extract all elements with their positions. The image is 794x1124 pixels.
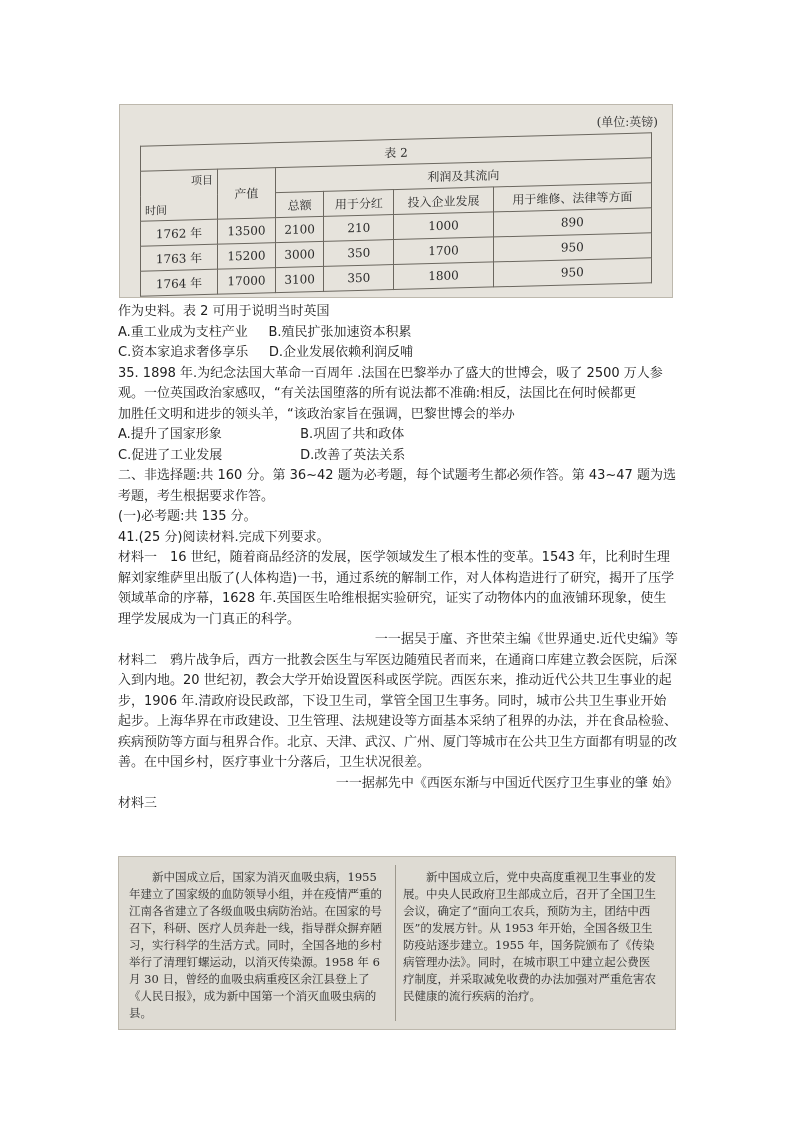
table-photo [119,104,673,298]
material3-photo [118,856,676,1030]
cell-maintain: 950 [493,258,651,287]
q35-option-c: C.促进了工业发展 [118,447,223,463]
q34-options-row2 [118,343,678,364]
cell-total: 2100 [275,216,324,242]
q35-options-row1 [118,425,678,446]
profit-table [140,132,652,296]
cell-year: 1762 年 [141,219,218,246]
cell-maintain: 890 [493,208,651,237]
cell-maintain: 950 [493,233,651,262]
cell-total: 3100 [275,266,324,292]
material3-title: 材料三 [118,796,158,811]
header-time: 时间 [145,203,167,218]
material2-text: 材料二 鸦片战争后，西方一批教会医生与军医边随殖民者而来，在通商口库建立教会医院，后深入到内地。20 世纪初，教会大学开始设置医科或医学院。西医东来，推动近代公共卫生事业的起步，1906 年.清政府设民政部，下设卫生司，掌管全国卫生事务。同时，城市公共卫生事业开始起步。上海华界在市政建设、卫生管理、法规建设等方面基本采纳了租界的办法，并在食品检验、疾病预防等方面与租界合作。北京、天津、武汉、广州、厦门等城市在公共卫生方面都有明显的改善。在中国乡村，医疗事业十分落后，卫生状况很差。 [118,652,678,770]
material2-source: 一一据郝先中《西医东渐与中国近代医疗卫生事业的肇 始》 [335,775,678,791]
cell-dividend: 210 [324,215,394,242]
material3-right-text: 新中国成立后，党中央高度重视卫生事业的发展。中央人民政府卫生部成立后，召开了全国卫生会议，确定了“面向工农兵，预防为主，团结中西医”的发展方针。从 1953 年开始，全国各级卫生防疫站逐步建立。1955 年，国务院颁布了《传染病管理办法》。同时，在城市职工中建立起公费医疗制度，并采取减免收费的办法加强对严重危害农民健康的流行疾病的治疗。 [403,870,656,1003]
header-diagonal-cell [141,169,218,221]
q35-option-d: D.改善了英法关系 [300,447,406,463]
cell-output: 15200 [218,243,276,270]
q35-option-b: B.巩固了共和政体 [300,427,405,442]
column-divider [395,865,396,1021]
q34-option-b: B.殖民扩张加速资本积累 [268,324,412,340]
header-profit-group: 利润及其流向 [275,158,651,193]
q35-option-a: A.提升了国家形象 [118,427,222,442]
cell-dividend: 350 [324,265,394,292]
q35-stem-1: 35. 1898 年.为纪念法国大革命一百周年 .法国在巴黎举办了盛大的世博会，吸了 2500 万人参观。一位英国政治家感叹，“有关法国堕落的所有说法都不准确:相反，法国比在何时候都更 [118,365,663,401]
cell-output: 17000 [218,268,276,295]
q34-stem: 作为史料。表 2 可用于说明当时英国 [118,304,330,319]
table-caption: 表 2 [141,133,652,171]
header-total: 总额 [275,191,324,217]
q34-option-c: C.资本家追求奢侈享乐 [118,345,249,360]
q34-option-d: D.企业发展依赖利润反哺 [268,345,414,360]
cell-invest: 1700 [394,237,493,265]
q34-options-row1 [118,323,678,344]
section2-heading: 二、非选择题:共 160 分。第 36~42 题为必考题，每个试题考生都必须作答。第 43~47 题为选考题，考生根据要求作答。 [118,468,676,504]
header-project: 项目 [191,173,213,188]
material1-text: 材料一 16 世纪，随着商品经济的发展，医学领域发生了根本性的变革。1543 年，比利时生理解刘家维萨里出版了(人体构造)一书，通过系统的解制工作，对人体构造进行了研究，揭开了压学领域革命的序幕，1628 年.英国医生哈维根据实验研究，证实了动物体内的血液铺环现象，使生理学发展成为一门真正的科学。 [118,550,675,627]
material3-left-text: 新中国成立后，国家为消灭血吸虫病，1955 年建立了国家级的血防领导小组，并在疫情严重的江南各省建立了各级血吸虫病防治站。在国家的号召下，科研、医疗人员奔赴一线，指导群众摒弃陋习，实行科学的生活方式。同时，全国各地的乡村举行了清理钉螺运动，以消灭传染源。1958 年 6 月 30 日，曾经的血吸虫病重疫区余江县登上了《人民日报》，成为新中国第一个消灭血吸虫病的县。 [129,870,382,1020]
q35-options-row2 [118,446,678,467]
cell-year: 1764 年 [141,269,218,296]
table-unit: (单位:英镑) [596,115,658,129]
section2-sub: (一)必考题:共 135 分。 [118,509,257,524]
header-maintain: 用于维修、法律等方面 [493,183,651,212]
cell-dividend: 350 [324,240,394,267]
cell-total: 3000 [275,241,324,267]
question-text [118,302,678,815]
cell-invest: 1000 [394,212,493,240]
cell-output: 13500 [218,218,276,245]
cell-invest: 1800 [394,262,493,290]
q41-heading: 41.(25 分)阅读材料.完成下列要求。 [118,529,330,545]
header-invest: 投入企业发展 [394,187,493,215]
header-dividend: 用于分红 [324,190,394,217]
q35-stem-2: 加胜任文明和进步的领头羊，“该政治家旨在强调，巴黎世博会的举办 [118,406,515,422]
header-output: 产值 [218,168,276,220]
q34-option-a: A.重工业成为支柱产业 [118,324,248,340]
material1-source: 一一据吴于廑、齐世荣主编《世界通史.近代史编》等 [374,632,678,647]
cell-year: 1763 年 [141,244,218,271]
